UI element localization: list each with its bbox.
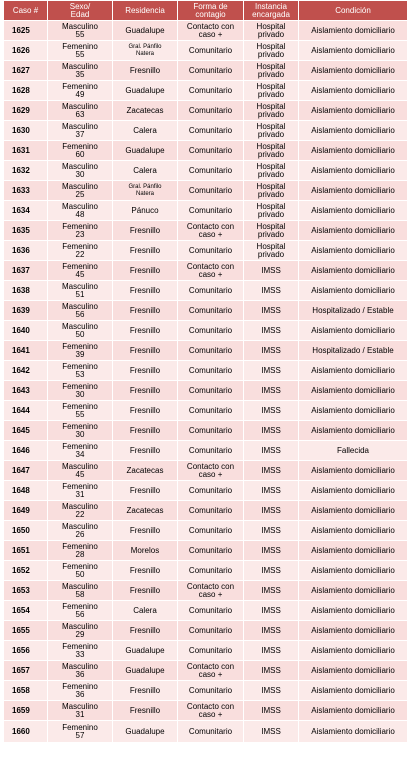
cell-condicion: Aislamiento domiciliario [299, 61, 408, 81]
cell-forma-contagio: Comunitario [178, 481, 244, 501]
cell-caso: 1629 [4, 101, 48, 121]
cell-residencia: Fresnillo [113, 361, 178, 381]
cell-residencia: Guadalupe [113, 661, 178, 681]
table-row [4, 341, 408, 361]
cell-sexo-edad: Masculino 31 [48, 701, 113, 721]
cell-residencia: Fresnillo [113, 481, 178, 501]
cell-forma-contagio: Comunitario [178, 721, 244, 743]
table-row [4, 161, 408, 181]
cell-condicion: Aislamiento domiciliario [299, 21, 408, 41]
cell-caso: 1647 [4, 461, 48, 481]
cell-sexo-edad: Femenino 49 [48, 81, 113, 101]
cell-forma-contagio: Comunitario [178, 241, 244, 261]
cell-instancia: IMSS [244, 301, 299, 321]
cell-instancia: Hospital privado [244, 81, 299, 101]
cell-condicion: Aislamiento domiciliario [299, 521, 408, 541]
cell-instancia: IMSS [244, 461, 299, 481]
cell-caso: 1628 [4, 81, 48, 101]
cell-residencia: Gral. Pánfilo Natera [113, 41, 178, 61]
cell-forma-contagio: Contacto con caso + [178, 581, 244, 601]
cell-condicion: Aislamiento domiciliario [299, 701, 408, 721]
cell-instancia: IMSS [244, 481, 299, 501]
cell-instancia: IMSS [244, 721, 299, 743]
cell-condicion: Aislamiento domiciliario [299, 241, 408, 261]
cell-sexo-edad: Masculino 55 [48, 21, 113, 41]
cell-forma-contagio: Contacto con caso + [178, 701, 244, 721]
cell-condicion: Aislamiento domiciliario [299, 541, 408, 561]
cell-caso: 1641 [4, 341, 48, 361]
cell-condicion: Aislamiento domiciliario [299, 601, 408, 621]
cell-instancia: IMSS [244, 421, 299, 441]
cell-forma-contagio: Comunitario [178, 501, 244, 521]
cell-forma-contagio: Comunitario [178, 361, 244, 381]
cell-caso: 1652 [4, 561, 48, 581]
cell-residencia: Fresnillo [113, 521, 178, 541]
cell-instancia: IMSS [244, 281, 299, 301]
table-row [4, 661, 408, 681]
cell-instancia: IMSS [244, 541, 299, 561]
cell-forma-contagio: Comunitario [178, 301, 244, 321]
cell-residencia: Guadalupe [113, 721, 178, 743]
cell-caso: 1650 [4, 521, 48, 541]
table-row [4, 701, 408, 721]
cell-caso: 1648 [4, 481, 48, 501]
cell-caso: 1656 [4, 641, 48, 661]
cell-instancia: Hospital privado [244, 21, 299, 41]
cell-forma-contagio: Comunitario [178, 541, 244, 561]
table-row [4, 121, 408, 141]
table-row [4, 561, 408, 581]
cell-sexo-edad: Femenino 33 [48, 641, 113, 661]
cell-caso: 1659 [4, 701, 48, 721]
cell-caso: 1639 [4, 301, 48, 321]
cell-sexo-edad: Masculino 29 [48, 621, 113, 641]
cell-forma-contagio: Comunitario [178, 61, 244, 81]
cell-condicion: Aislamiento domiciliario [299, 161, 408, 181]
cell-instancia: Hospital privado [244, 41, 299, 61]
cell-residencia: Fresnillo [113, 441, 178, 461]
table-row [4, 181, 408, 201]
cell-caso: 1649 [4, 501, 48, 521]
cell-caso: 1657 [4, 661, 48, 681]
header-residencia: Residencia [113, 1, 178, 21]
cell-condicion: Aislamiento domiciliario [299, 481, 408, 501]
table-header-row [4, 1, 408, 21]
cell-caso: 1654 [4, 601, 48, 621]
cell-condicion: Aislamiento domiciliario [299, 461, 408, 481]
cell-sexo-edad: Femenino 36 [48, 681, 113, 701]
cell-forma-contagio: Comunitario [178, 421, 244, 441]
cell-condicion: Aislamiento domiciliario [299, 261, 408, 281]
cell-residencia: Fresnillo [113, 341, 178, 361]
cell-instancia: IMSS [244, 601, 299, 621]
cell-residencia: Zacatecas [113, 101, 178, 121]
cell-condicion: Aislamiento domiciliario [299, 41, 408, 61]
cell-condicion: Aislamiento domiciliario [299, 421, 408, 441]
cell-caso: 1632 [4, 161, 48, 181]
table-body [4, 21, 408, 743]
cell-sexo-edad: Femenino 31 [48, 481, 113, 501]
cell-condicion: Aislamiento domiciliario [299, 681, 408, 701]
cell-residencia: Fresnillo [113, 261, 178, 281]
cell-forma-contagio: Comunitario [178, 681, 244, 701]
table-row [4, 221, 408, 241]
cell-instancia: IMSS [244, 661, 299, 681]
cell-forma-contagio: Comunitario [178, 321, 244, 341]
cell-forma-contagio: Comunitario [178, 381, 244, 401]
cell-sexo-edad: Femenino 30 [48, 381, 113, 401]
cell-caso: 1633 [4, 181, 48, 201]
table-row [4, 381, 408, 401]
cell-instancia: Hospital privado [244, 101, 299, 121]
table-row [4, 21, 408, 41]
cell-caso: 1660 [4, 721, 48, 743]
cell-caso: 1646 [4, 441, 48, 461]
cell-caso: 1640 [4, 321, 48, 341]
table-row [4, 361, 408, 381]
cell-caso: 1626 [4, 41, 48, 61]
cell-residencia: Fresnillo [113, 321, 178, 341]
cell-instancia: IMSS [244, 581, 299, 601]
header-caso: Caso # [4, 1, 48, 21]
cell-caso: 1638 [4, 281, 48, 301]
cell-condicion: Aislamiento domiciliario [299, 501, 408, 521]
cell-instancia: Hospital privado [244, 61, 299, 81]
cell-sexo-edad: Masculino 26 [48, 521, 113, 541]
cell-sexo-edad: Masculino 48 [48, 201, 113, 221]
cell-forma-contagio: Comunitario [178, 621, 244, 641]
table-row [4, 61, 408, 81]
cell-sexo-edad: Femenino 53 [48, 361, 113, 381]
cell-caso: 1637 [4, 261, 48, 281]
header-condicion: Condición [299, 1, 408, 21]
cell-forma-contagio: Comunitario [178, 601, 244, 621]
cell-condicion: Aislamiento domiciliario [299, 581, 408, 601]
cell-forma-contagio: Comunitario [178, 141, 244, 161]
cell-caso: 1642 [4, 361, 48, 381]
cell-condicion: Aislamiento domiciliario [299, 401, 408, 421]
cell-sexo-edad: Femenino 57 [48, 721, 113, 743]
cell-forma-contagio: Comunitario [178, 341, 244, 361]
cell-condicion: Aislamiento domiciliario [299, 141, 408, 161]
cell-condicion: Aislamiento domiciliario [299, 321, 408, 341]
cell-sexo-edad: Femenino 60 [48, 141, 113, 161]
table-row [4, 141, 408, 161]
cell-condicion: Aislamiento domiciliario [299, 81, 408, 101]
table-row [4, 81, 408, 101]
cell-caso: 1627 [4, 61, 48, 81]
cell-sexo-edad: Femenino 22 [48, 241, 113, 261]
cell-condicion: Hospitalizado / Estable [299, 301, 408, 321]
cell-caso: 1645 [4, 421, 48, 441]
cell-forma-contagio: Comunitario [178, 561, 244, 581]
header-forma-contagio: Forma de contagio [178, 1, 244, 21]
cell-condicion: Aislamiento domiciliario [299, 221, 408, 241]
cell-caso: 1625 [4, 21, 48, 41]
cell-residencia: Fresnillo [113, 621, 178, 641]
cell-forma-contagio: Contacto con caso + [178, 661, 244, 681]
header-sexo-edad: Sexo/ Edad [48, 1, 113, 21]
cell-sexo-edad: Femenino 55 [48, 41, 113, 61]
cell-residencia: Fresnillo [113, 381, 178, 401]
cell-instancia: IMSS [244, 501, 299, 521]
cell-instancia: Hospital privado [244, 201, 299, 221]
cell-caso: 1658 [4, 681, 48, 701]
table-row [4, 201, 408, 221]
cell-forma-contagio: Comunitario [178, 521, 244, 541]
cell-instancia: Hospital privado [244, 221, 299, 241]
table-row [4, 321, 408, 341]
cell-forma-contagio: Comunitario [178, 41, 244, 61]
cell-sexo-edad: Masculino 22 [48, 501, 113, 521]
cell-instancia: IMSS [244, 621, 299, 641]
cell-instancia: IMSS [244, 641, 299, 661]
cell-residencia: Fresnillo [113, 561, 178, 581]
cell-forma-contagio: Comunitario [178, 281, 244, 301]
cell-sexo-edad: Femenino 56 [48, 601, 113, 621]
cell-residencia: Calera [113, 121, 178, 141]
table-row [4, 521, 408, 541]
cell-instancia: IMSS [244, 401, 299, 421]
cell-caso: 1653 [4, 581, 48, 601]
table-row [4, 621, 408, 641]
cell-residencia: Pánuco [113, 201, 178, 221]
cell-forma-contagio: Comunitario [178, 641, 244, 661]
cell-instancia: Hospital privado [244, 141, 299, 161]
cell-instancia: IMSS [244, 341, 299, 361]
cell-instancia: Hospital privado [244, 121, 299, 141]
cell-instancia: IMSS [244, 361, 299, 381]
cell-sexo-edad: Masculino 51 [48, 281, 113, 301]
cell-condicion: Aislamiento domiciliario [299, 381, 408, 401]
cell-sexo-edad: Masculino 45 [48, 461, 113, 481]
table-row [4, 501, 408, 521]
cell-sexo-edad: Femenino 28 [48, 541, 113, 561]
cell-forma-contagio: Contacto con caso + [178, 221, 244, 241]
table-row [4, 441, 408, 461]
cell-sexo-edad: Femenino 39 [48, 341, 113, 361]
cell-sexo-edad: Masculino 30 [48, 161, 113, 181]
cell-condicion: Aislamiento domiciliario [299, 721, 408, 743]
cell-condicion: Aislamiento domiciliario [299, 661, 408, 681]
cell-residencia: Guadalupe [113, 641, 178, 661]
cell-caso: 1651 [4, 541, 48, 561]
cell-sexo-edad: Masculino 50 [48, 321, 113, 341]
cell-residencia: Zacatecas [113, 461, 178, 481]
cell-instancia: IMSS [244, 701, 299, 721]
cell-residencia: Fresnillo [113, 301, 178, 321]
cell-forma-contagio: Comunitario [178, 121, 244, 141]
cell-sexo-edad: Femenino 45 [48, 261, 113, 281]
table-row [4, 421, 408, 441]
cell-residencia: Guadalupe [113, 141, 178, 161]
cell-residencia: Fresnillo [113, 401, 178, 421]
cell-sexo-edad: Masculino 56 [48, 301, 113, 321]
table-row [4, 101, 408, 121]
cell-sexo-edad: Femenino 30 [48, 421, 113, 441]
cases-table [3, 0, 408, 743]
cell-residencia: Fresnillo [113, 681, 178, 701]
cell-residencia: Fresnillo [113, 221, 178, 241]
cell-residencia: Fresnillo [113, 281, 178, 301]
table-row [4, 681, 408, 701]
cell-forma-contagio: Contacto con caso + [178, 21, 244, 41]
cell-condicion: Aislamiento domiciliario [299, 101, 408, 121]
cell-sexo-edad: Femenino 55 [48, 401, 113, 421]
cell-condicion: Aislamiento domiciliario [299, 281, 408, 301]
table-row [4, 601, 408, 621]
table-row [4, 41, 408, 61]
cell-sexo-edad: Masculino 37 [48, 121, 113, 141]
cell-instancia: IMSS [244, 681, 299, 701]
table-row [4, 261, 408, 281]
cell-instancia: Hospital privado [244, 241, 299, 261]
cell-caso: 1636 [4, 241, 48, 261]
cell-forma-contagio: Contacto con caso + [178, 461, 244, 481]
cell-caso: 1635 [4, 221, 48, 241]
cell-caso: 1655 [4, 621, 48, 641]
cell-sexo-edad: Masculino 63 [48, 101, 113, 121]
cell-forma-contagio: Comunitario [178, 81, 244, 101]
table-row [4, 461, 408, 481]
cell-instancia: IMSS [244, 381, 299, 401]
cell-forma-contagio: Comunitario [178, 201, 244, 221]
cell-instancia: IMSS [244, 441, 299, 461]
cell-forma-contagio: Comunitario [178, 401, 244, 421]
cell-instancia: Hospital privado [244, 161, 299, 181]
cell-condicion: Fallecida [299, 441, 408, 461]
cell-instancia: Hospital privado [244, 181, 299, 201]
cell-residencia: Calera [113, 601, 178, 621]
cell-condicion: Aislamiento domiciliario [299, 121, 408, 141]
cell-caso: 1644 [4, 401, 48, 421]
cell-caso: 1631 [4, 141, 48, 161]
cell-instancia: IMSS [244, 521, 299, 541]
cell-condicion: Aislamiento domiciliario [299, 641, 408, 661]
cell-residencia: Zacatecas [113, 501, 178, 521]
cell-sexo-edad: Masculino 35 [48, 61, 113, 81]
cell-forma-contagio: Comunitario [178, 101, 244, 121]
cell-sexo-edad: Masculino 36 [48, 661, 113, 681]
table-row [4, 721, 408, 743]
cell-residencia: Fresnillo [113, 421, 178, 441]
table-row [4, 641, 408, 661]
cell-residencia: Fresnillo [113, 61, 178, 81]
cell-residencia: Guadalupe [113, 81, 178, 101]
cell-sexo-edad: Femenino 34 [48, 441, 113, 461]
cell-sexo-edad: Femenino 23 [48, 221, 113, 241]
cell-residencia: Fresnillo [113, 241, 178, 261]
table-row [4, 281, 408, 301]
cell-instancia: IMSS [244, 321, 299, 341]
cell-forma-contagio: Comunitario [178, 161, 244, 181]
cell-residencia: Morelos [113, 541, 178, 561]
table-row [4, 301, 408, 321]
cell-residencia: Fresnillo [113, 581, 178, 601]
cell-caso: 1643 [4, 381, 48, 401]
cell-forma-contagio: Comunitario [178, 441, 244, 461]
cell-forma-contagio: Contacto con caso + [178, 261, 244, 281]
cell-sexo-edad: Masculino 25 [48, 181, 113, 201]
cell-residencia: Guadalupe [113, 21, 178, 41]
cell-condicion: Aislamiento domiciliario [299, 181, 408, 201]
cell-residencia: Fresnillo [113, 701, 178, 721]
cell-condicion: Aislamiento domiciliario [299, 561, 408, 581]
cell-residencia: Calera [113, 161, 178, 181]
table-row [4, 581, 408, 601]
cell-sexo-edad: Femenino 50 [48, 561, 113, 581]
cell-sexo-edad: Masculino 58 [48, 581, 113, 601]
cell-condicion: Aislamiento domiciliario [299, 621, 408, 641]
table-row [4, 241, 408, 261]
cases-table-container [3, 0, 407, 743]
table-row [4, 401, 408, 421]
cell-condicion: Hospitalizado / Estable [299, 341, 408, 361]
table-row [4, 541, 408, 561]
cell-caso: 1630 [4, 121, 48, 141]
cell-condicion: Aislamiento domiciliario [299, 361, 408, 381]
cell-forma-contagio: Comunitario [178, 181, 244, 201]
cell-caso: 1634 [4, 201, 48, 221]
cell-residencia: Gral. Pánfilo Natera [113, 181, 178, 201]
cell-instancia: IMSS [244, 261, 299, 281]
cell-condicion: Aislamiento domiciliario [299, 201, 408, 221]
table-row [4, 481, 408, 501]
cell-instancia: IMSS [244, 561, 299, 581]
header-instancia: Instancia encargada [244, 1, 299, 21]
